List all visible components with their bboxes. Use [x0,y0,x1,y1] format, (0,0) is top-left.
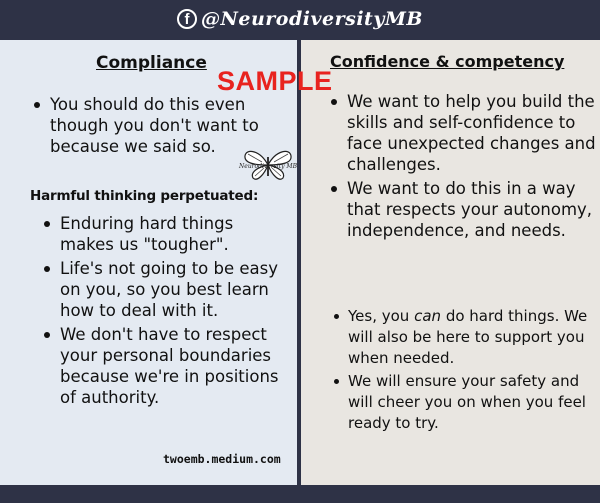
list-item: We will ensure your safety and will cheer you on when you feel ready to try. [331,371,599,434]
confidence-column [301,40,600,485]
list-item: We don't have to respect your personal boundaries because we're in positions of authority. [41,324,291,408]
harmful-thinking-list [41,213,291,411]
compliance-column [0,40,299,485]
list-item: Enduring hard things makes us "tougher". [41,213,291,255]
list-item: Life's not going to be easy on you, so you best learn how to deal with it. [41,258,291,321]
header-bar [0,0,600,38]
footer-bar [0,485,600,503]
confidence-list [328,91,600,244]
source-url: twoemb.medium.com [163,452,281,466]
support-list [331,306,599,436]
svg-text:Neurodiversity MB: Neurodiversity MB [239,163,297,170]
compliance-title: Compliance [96,53,207,73]
sample-watermark: SAMPLE [217,66,333,96]
butterfly-logo [239,148,297,186]
list-item: Yes, you can do hard things. We will also be here to support you when needed. [331,306,599,369]
harmful-thinking-heading: Harmful thinking perpetuated: [30,188,259,204]
list-item: We want to do this in a way that respects your autonomy, independence, and needs. [328,178,600,241]
list-item: You should do this even though you don't want to because we said so. [31,94,293,157]
list-item: We want to help you build the skills and self-confidence to face unexpected changes and challenges. [328,91,600,175]
page-handle: @NeurodiversityMB [201,8,423,30]
confidence-title: Confidence & competency [330,52,565,71]
facebook-icon: f [177,9,197,29]
butterfly-icon [239,148,297,182]
